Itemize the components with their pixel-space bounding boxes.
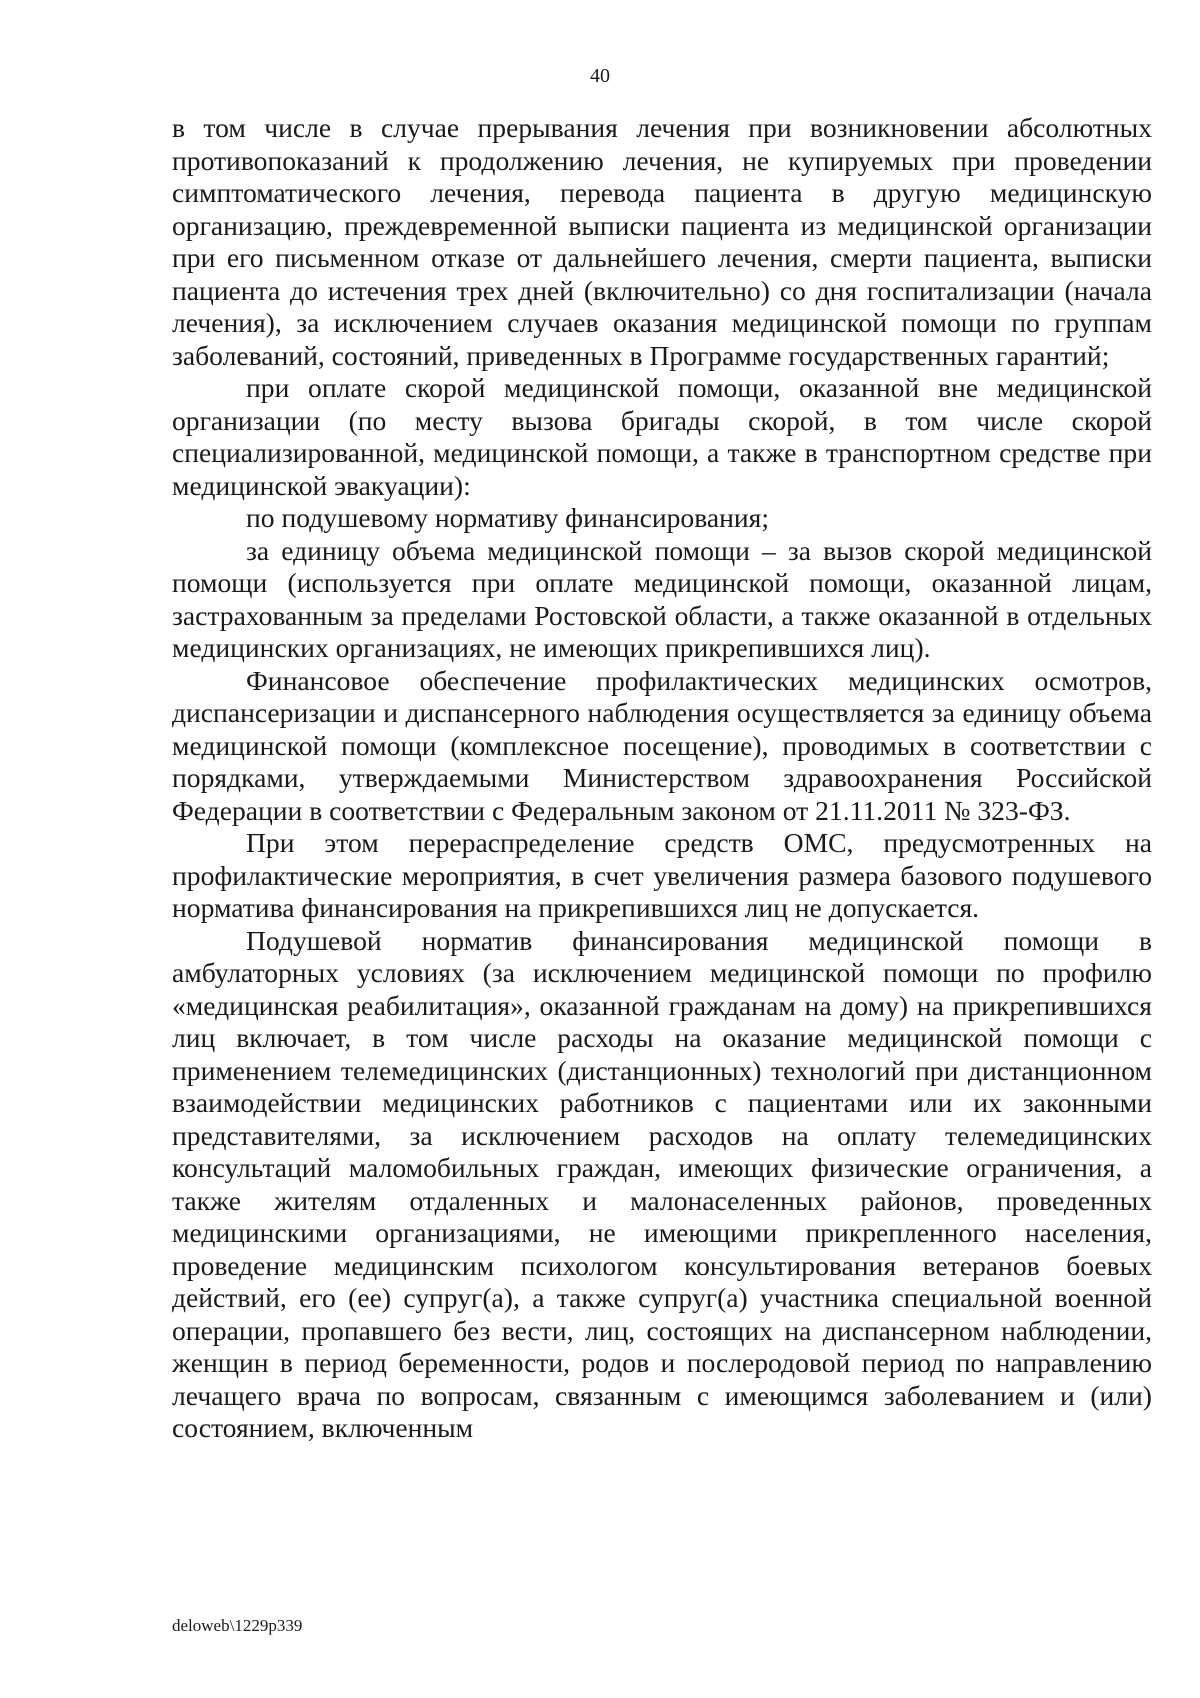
paragraph: Подушевой норматив финансирования медицинской помощи в амбулаторных условиях (за исключением медицинской помощи по профилю «медицинская реабилитация», оказанной гражданам на дому) на прикрепившихся лиц включает, в том числе расходы на оказание медицинской помощи с применением телемедицинских (дистанционных) технологий при дистанционном взаимодействии медицинских работников с пациентами или их законными представителями, за исключением расходов на оплату телемедицинских консультаций маломобильных граждан, имеющих физические ограничения, а также жителям отдаленных и малонаселенных районов, проведенных медицинскими организациями, не имеющими прикрепленного населения, проведение медицинским психологом консультирования ветеранов боевых действий, его (ее) супруг(а), а также супруг(а) участника специальной военной операции, пропавшего без вести, лиц, состоящих на диспансерном наблюдении, женщин в период беременности, родов и послеродовой период по направлению лечащего врача по вопросам, связанным с имеющимся заболеванием и (или) состоянием, включенным (172, 924, 1152, 1443)
paragraph: в том числе в случае прерывания лечения при возникновении абсолютных противопоказаний к продолжению лечения, не купируемых при проведении симптоматического лечения, перевода пациента в другую медицинскую организацию, преждевременной выписки пациента из медицинской организации при его письменном отказе от дальнейшего лечения, смерти пациента, выписки пациента до истечения трех дней (включительно) со дня госпитализации (начала лечения), за исключением случаев оказания медицинской помощи по группам заболеваний, состояний, приведенных в Программе государственных гарантий; (172, 112, 1152, 371)
paragraph: При этом перераспределение средств ОМС, предусмотренных на профилактические мероприятия, в счет увеличения размера базового подушевого норматива финансирования на прикрепившихся лиц не допускается. (172, 827, 1152, 923)
paragraph: по подушевому нормативу финансирования; (246, 502, 770, 533)
paragraph: Финансовое обеспечение профилактических медицинских осмотров, диспансеризации и диспансерного наблюдения осуществляется за единицу объема медицинской помощи (комплексное посещение), проводимых в соответствии с порядками, утверждаемыми Министерством здравоохранения Российской Федерации в соответствии с Федеральным законом от 21.11.2011 № 323-ФЗ. (172, 664, 1152, 826)
paragraph: при оплате скорой медицинской помощи, оказанной вне медицинской организации (по месту вызова бригады скорой, в том числе скорой специализированной, медицинской помощи, а также в транспортном средстве при медицинской эвакуации): (172, 372, 1152, 501)
page-number: 40 (590, 65, 610, 87)
document-code: deloweb\1229p339 (172, 1616, 303, 1635)
document-body (172, 112, 1152, 1445)
paragraph: за единицу объема медицинской помощи – за вызов скорой медицинской помощи (используется при оплате медицинской помощи, оказанной лицам, застрахованным за пределами Ростовской области, а также оказанной в отдельных медицинских организациях, не имеющих прикрепившихся лиц). (172, 534, 1152, 663)
